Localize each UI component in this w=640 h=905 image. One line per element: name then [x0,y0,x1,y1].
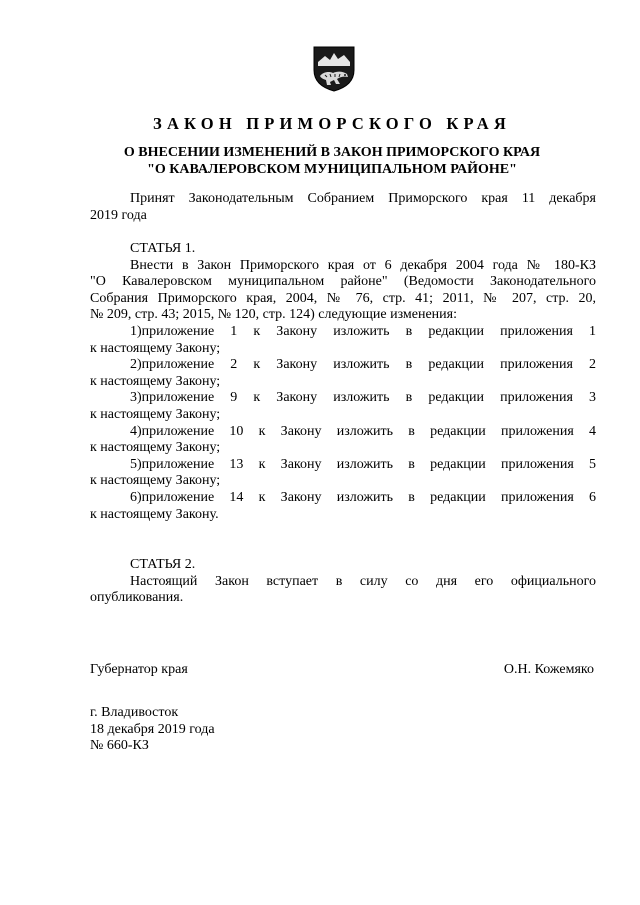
amendment-item-line: к настоящему Закону; [90,373,221,389]
article-2-heading: СТАТЬЯ 2. [130,557,196,572]
amendment-item-line: 1)приложение 1 к Закону изложить в редакции приложения 1 [130,323,596,339]
article-2-text-line: опубликования. [90,590,184,606]
adoption-note [90,191,596,224]
signing-date: 18 декабря 2019 года [90,721,215,737]
law-number: № 660-КЗ [90,738,149,754]
amendment-item-line: 3)приложение 9 к Закону изложить в редакции приложения 3 [130,390,596,406]
amendment-item-line: 5)приложение 13 к Закону изложить в редакции приложения 5 [130,456,596,472]
article-2-text-line: Настоящий Закон вступает в силу со дня его официального [130,573,596,589]
law-subtitle [0,144,640,178]
adoption-line: 2019 года [90,207,147,223]
signing-city: г. Владивосток [90,705,179,720]
amendment-item-line: 4)приложение 10 к Закону изложить в редакции приложения 4 [130,423,596,439]
amendment-item-line: к настоящему Закону; [90,473,221,489]
amendment-item-line: 6)приложение 14 к Закону изложить в редакции приложения 6 [130,489,596,505]
article-1 [90,241,596,523]
place-and-date [90,705,215,755]
adoption-line: Принят Законодательным Собранием Приморского края 11 декабря [130,191,596,206]
article-1-text-line: Внести в Закон Приморского края от 6 декабря 2004 года № 180-КЗ [130,257,596,273]
amendment-item-line: к настоящему Закону; [90,340,221,356]
subtitle-line: О ВНЕСЕНИИ ИЗМЕНЕНИЙ В ЗАКОН ПРИМОРСКОГО КРАЯ [123,145,541,160]
amendment-item-line: к настоящему Закону. [90,506,219,522]
signer-name: О.Н. Кожемяко [503,662,594,677]
amendment-item-line: 2)приложение 2 к Закону изложить в редакции приложения 2 [130,357,596,373]
article-1-text-line: Собрания Приморского края, 2004, № 76, стр. 41; 2011, № 207, стр. 20, [90,290,596,306]
article-1-text-line: "О Кавалеровском муниципальном районе" (Ведомости Законодательного [90,274,596,290]
signer-title: Губернатор края [90,662,188,677]
article-1-heading: СТАТЬЯ 1. [130,241,196,256]
coat-of-arms-emblem-icon [313,44,355,92]
amendment-item-line: к настоящему Закону; [90,406,221,422]
amendment-item-line: к настоящему Закону; [90,440,221,456]
article-2 [90,557,596,607]
article-1-text-line: № 209, стр. 43; 2015, № 120, стр. 124) следующие изменения: [90,307,457,323]
law-title: ЗАКОН ПРИМОРСКОГО КРАЯ [153,114,511,133]
subtitle-line: "О КАВАЛЕРОВСКОМ МУНИЦИПАЛЬНОМ РАЙОНЕ" [147,162,517,177]
